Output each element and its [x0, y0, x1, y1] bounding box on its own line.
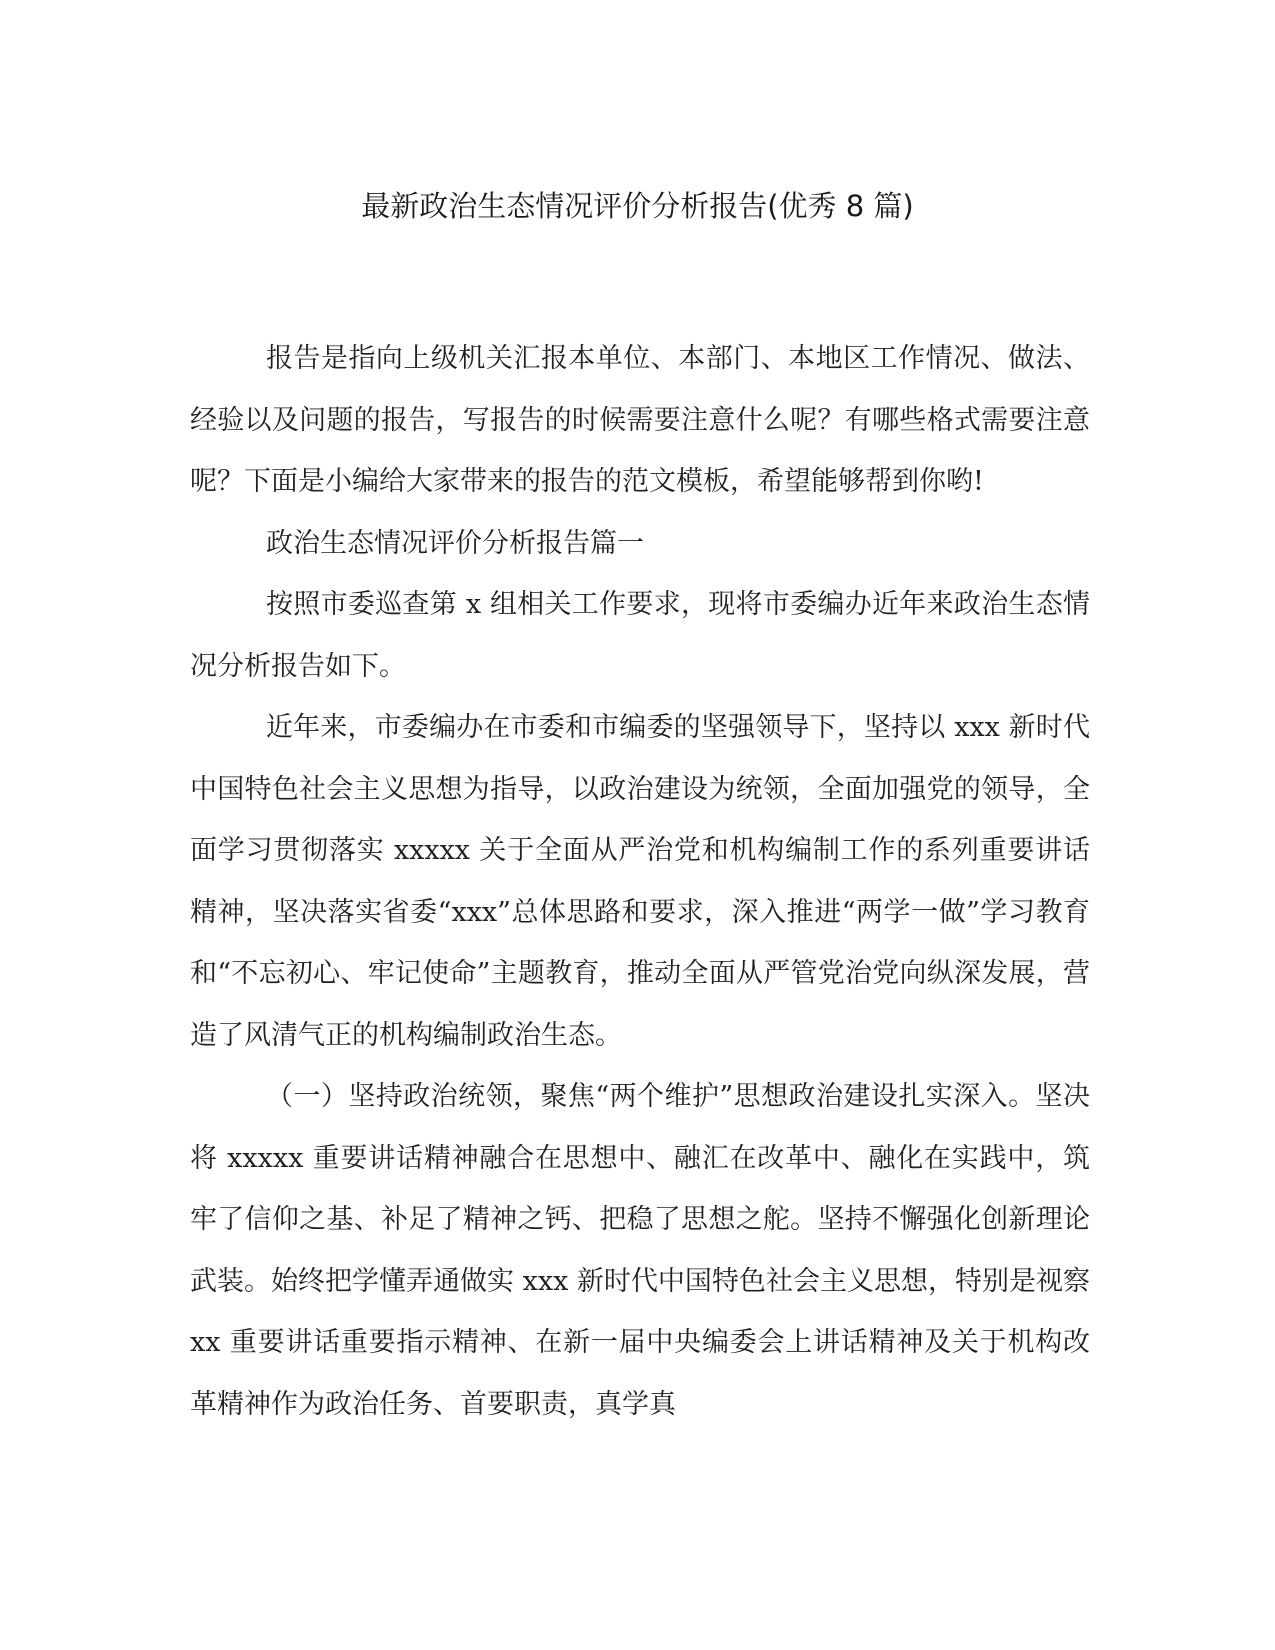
intro-paragraph: 报告是指向上级机关汇报本单位、本部门、本地区工作情况、做法、经验以及问题的报告，写报告的时候需要注意什么呢？有哪些格式需要注意呢？下面是小编给大家带来的报告的范文模板，希望能够帮到你哟!	[190, 343, 1090, 497]
document-title: 最新政治生态情况评价分析报告(优秀 8 篇)	[361, 189, 914, 223]
document-body	[190, 328, 1090, 1435]
body-paragraph: 按照市委巡查第 x 组相关工作要求，现将市委编办近年来政治生态情况分析报告如下。	[190, 589, 1090, 682]
section-heading: 政治生态情况评价分析报告篇一	[266, 527, 644, 559]
body-paragraph: 近年来，市委编办在市委和市编委的坚强领导下，坚持以 xxx 新时代中国特色社会主义思想为指导，以政治建设为统领，全面加强党的领导，全面学习贯彻落实 xxxxx 关于全面从严治党和机构编制工作的系列重要讲话精神，坚决落实省委“xxx”总体思路和要求，深入推进“两学一做”学习教育和“不忘初心、牢记使命”主题教育，推动全面从严管党治党向纵深发展，营造了风清气正的机构编制政治生态。	[190, 712, 1090, 1051]
body-paragraph: （一）坚持政治统领，聚焦“两个维护”思想政治建设扎实深入。坚决将 xxxxx 重要讲话精神融合在思想中、融汇在改革中、融化在实践中，筑牢了信仰之基、补足了精神之钙、把稳了思想之舵。坚持不懈强化创新理论武装。始终把学懂弄通做实 xxx 新时代中国特色社会主义思想，特别是视察 xx 重要讲话重要指示精神、在新一届中央编委会上讲话精神及关于机构改革精神作为政治任务、首要职责，真学真	[190, 1081, 1090, 1420]
